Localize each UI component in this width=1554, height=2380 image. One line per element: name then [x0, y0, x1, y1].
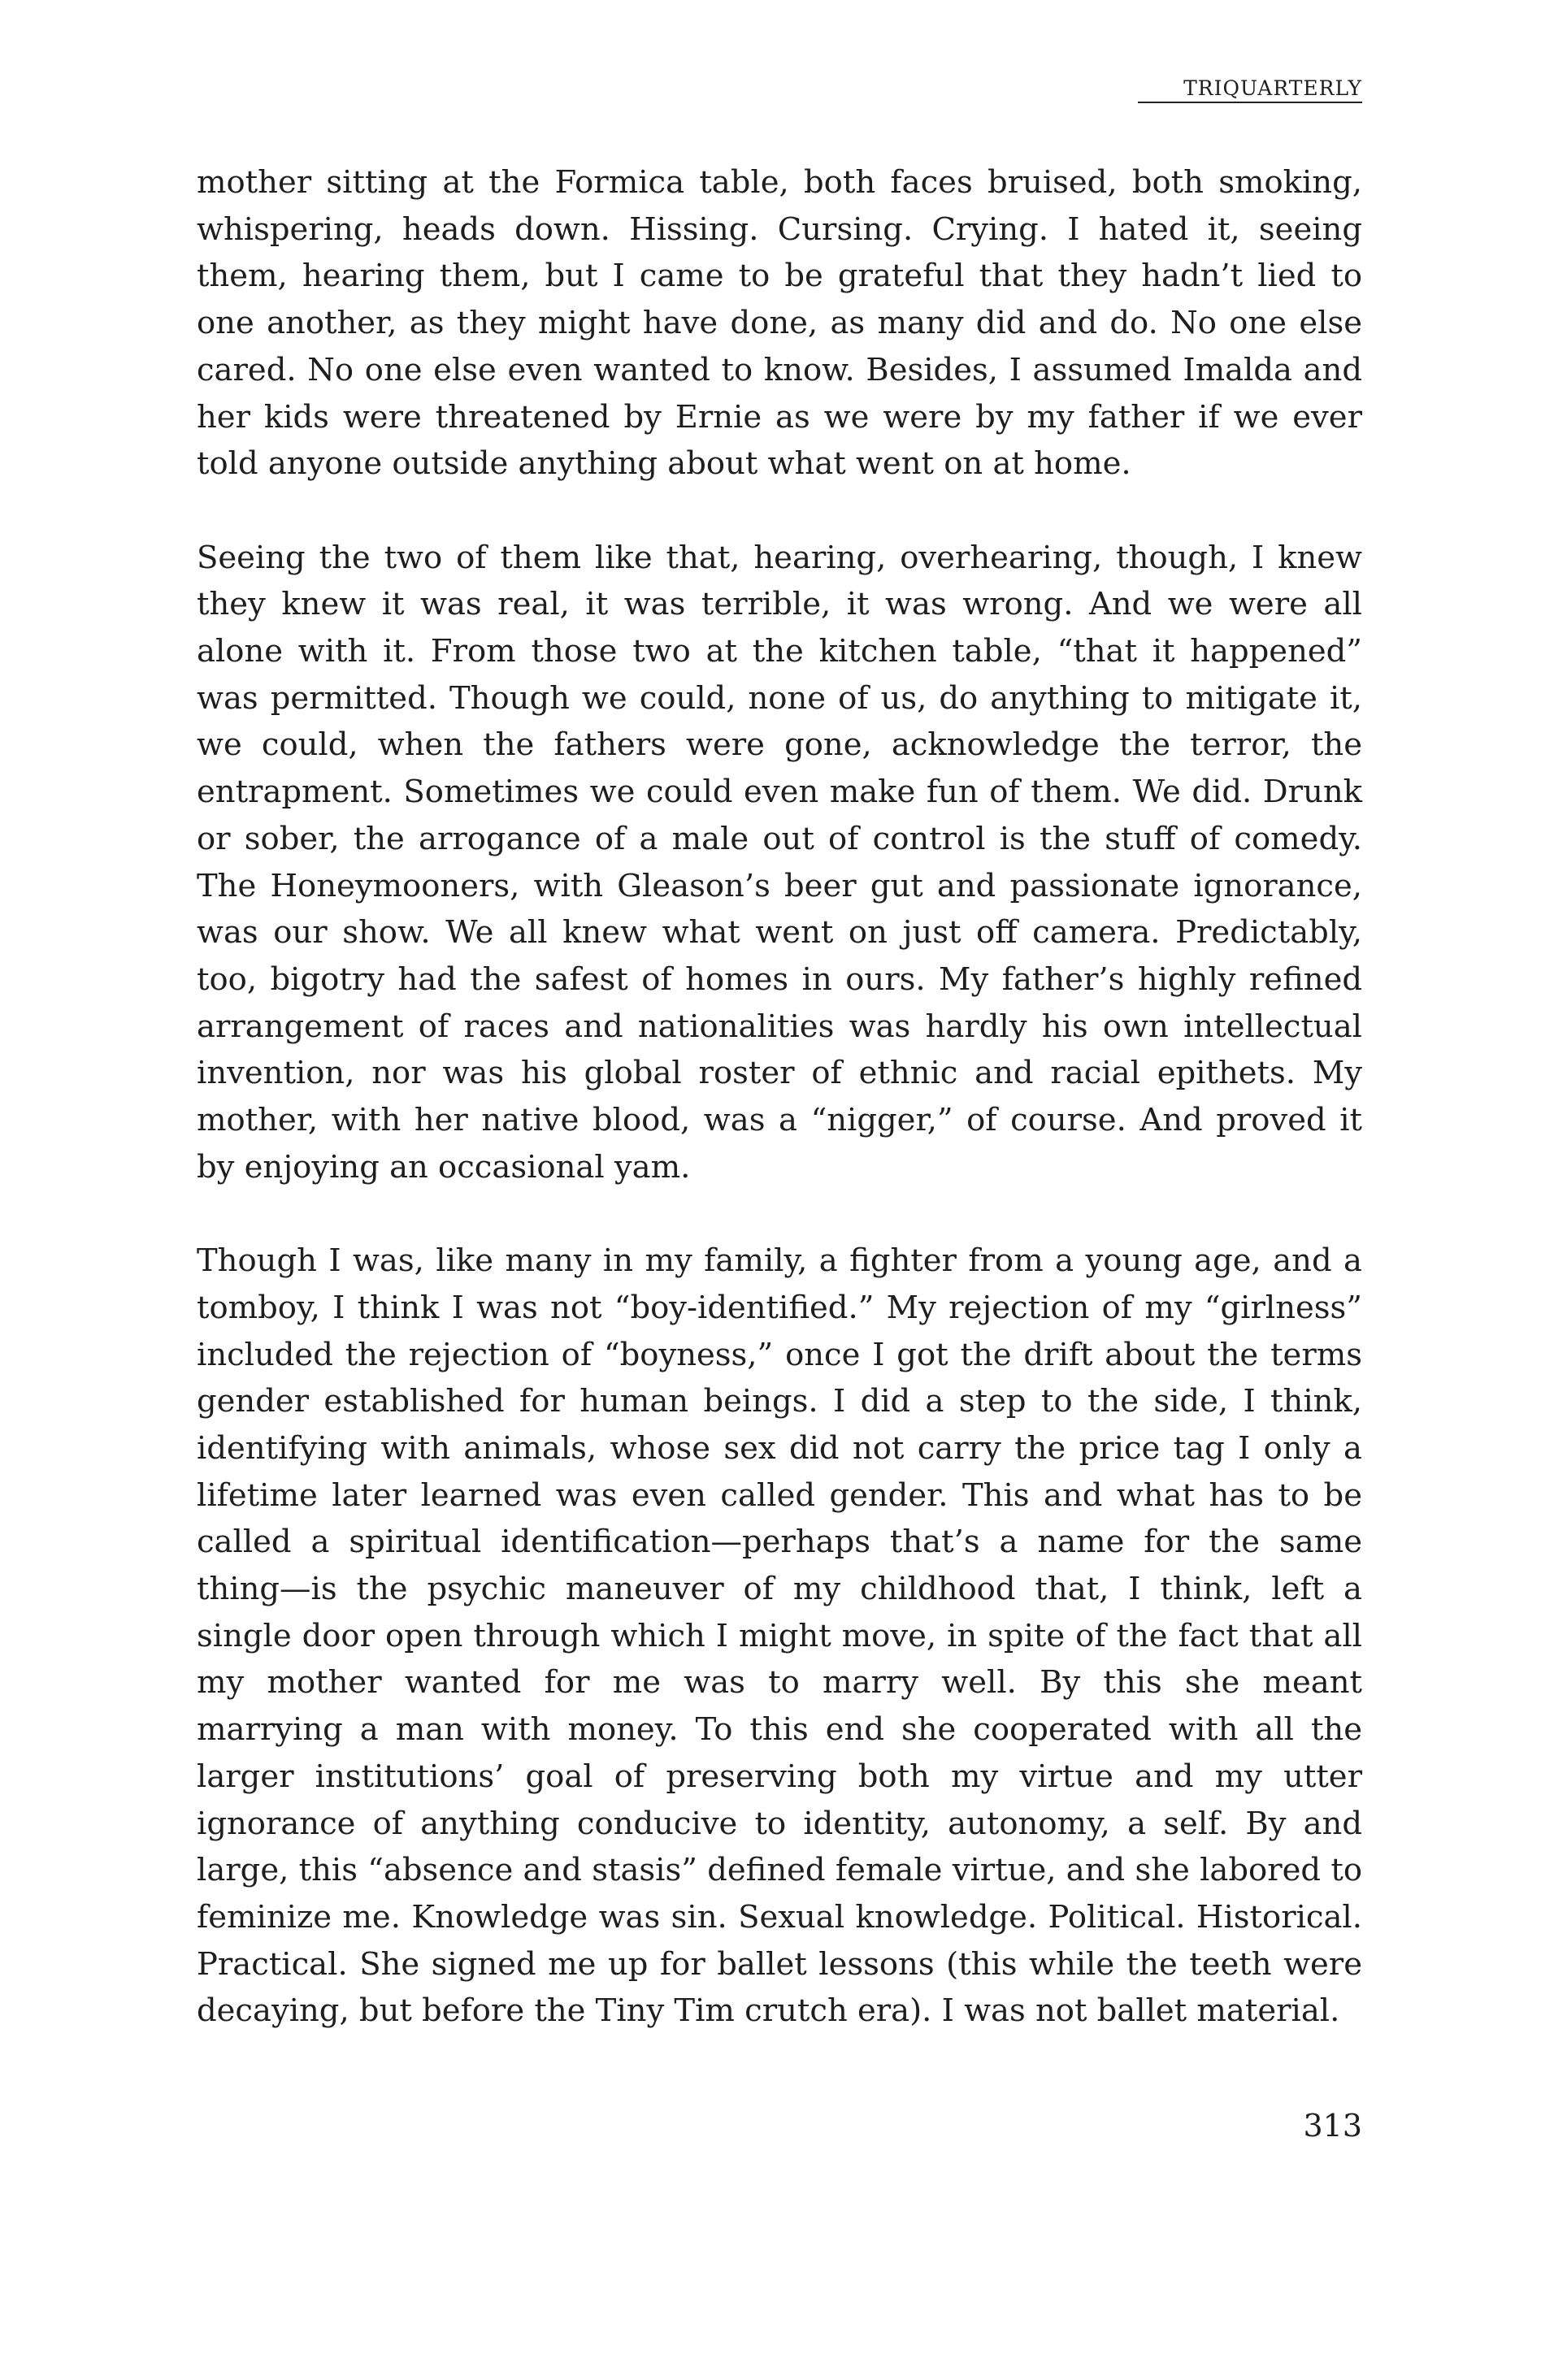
body-text [197, 159, 1362, 2035]
paragraph-2: Seeing the two of them like that, hearing, overhearing, though, I knew they knew it was real, it was terrible, it was wrong. And we were all alone with it. From those two at the kitchen table, “that it happened” was permitted. Though we could, none of us, do anything to mitigate it, we could, when the fathers were gone, acknowledge the terror, the entrapment. Sometimes we could even make fun of them. We did. Drunk or sober, the arrogance of a male out of control is the stuff of comedy. The Honeymooners, with Gleason’s beer gut and passionate ignorance, was our show. We all knew what went on just off camera. Predictably, too, bigotry had the safest of homes in ours. My father’s highly refined arrangement of races and nationalities was hardly his own intellectual invention, nor was his global roster of ethnic and racial epithets. My mother, with her native blood, was a “nigger,” of course. And proved it by enjoying an occasional yam. [197, 539, 1362, 1186]
paragraph-1: mother sitting at the Formica table, both faces bruised, both smoking, whispering, heads down. Hissing. Cursing. Crying. I hated it, seeing them, hearing them, but I came to be grateful that they hadn’t lied to one another, as they might have done, as many did and do. No one else cared. No one else even wanted to know. Besides, I assumed Imalda and her kids were threatened by Ernie as we were by my father if we ever told anyone outside anything about what went on at home. [197, 164, 1362, 483]
page-number: 313 [1303, 2108, 1362, 2144]
running-head: TRIQUARTERLY [1138, 76, 1362, 103]
paragraph-3: Though I was, like many in my family, a fighter from a young age, and a tomboy, I think I was not “boy-identified.” My rejection of my “girlness” included the rejection of “boyness,” once I got the drift about the terms gender established for human beings. I did a step to the side, I think, identifying with animals, whose sex did not carry the price tag I only a lifetime later learned was even called gender. This and what has to be called a spiritual identification—perhaps that’s a name for the same thing—is the psychic maneuver of my childhood that, I think, left a single door open through which I might move, in spite of the fact that all my mother wanted for me was to marry well. By this she meant marrying a man with money. To this end she cooperated with all the larger institutions’ goal of preserving both my virtue and my utter ignorance of anything conducive to identity, autonomy, a self. By and large, this “absence and stasis” defined female virtue, and she labored to feminize me. Knowledge was sin. Sexual knowledge. Political. Historical. Practical. She signed me up for ballet lessons (this while the teeth were decaying, but before the Tiny Tim crutch era). I was not ballet material. [197, 1242, 1362, 2030]
